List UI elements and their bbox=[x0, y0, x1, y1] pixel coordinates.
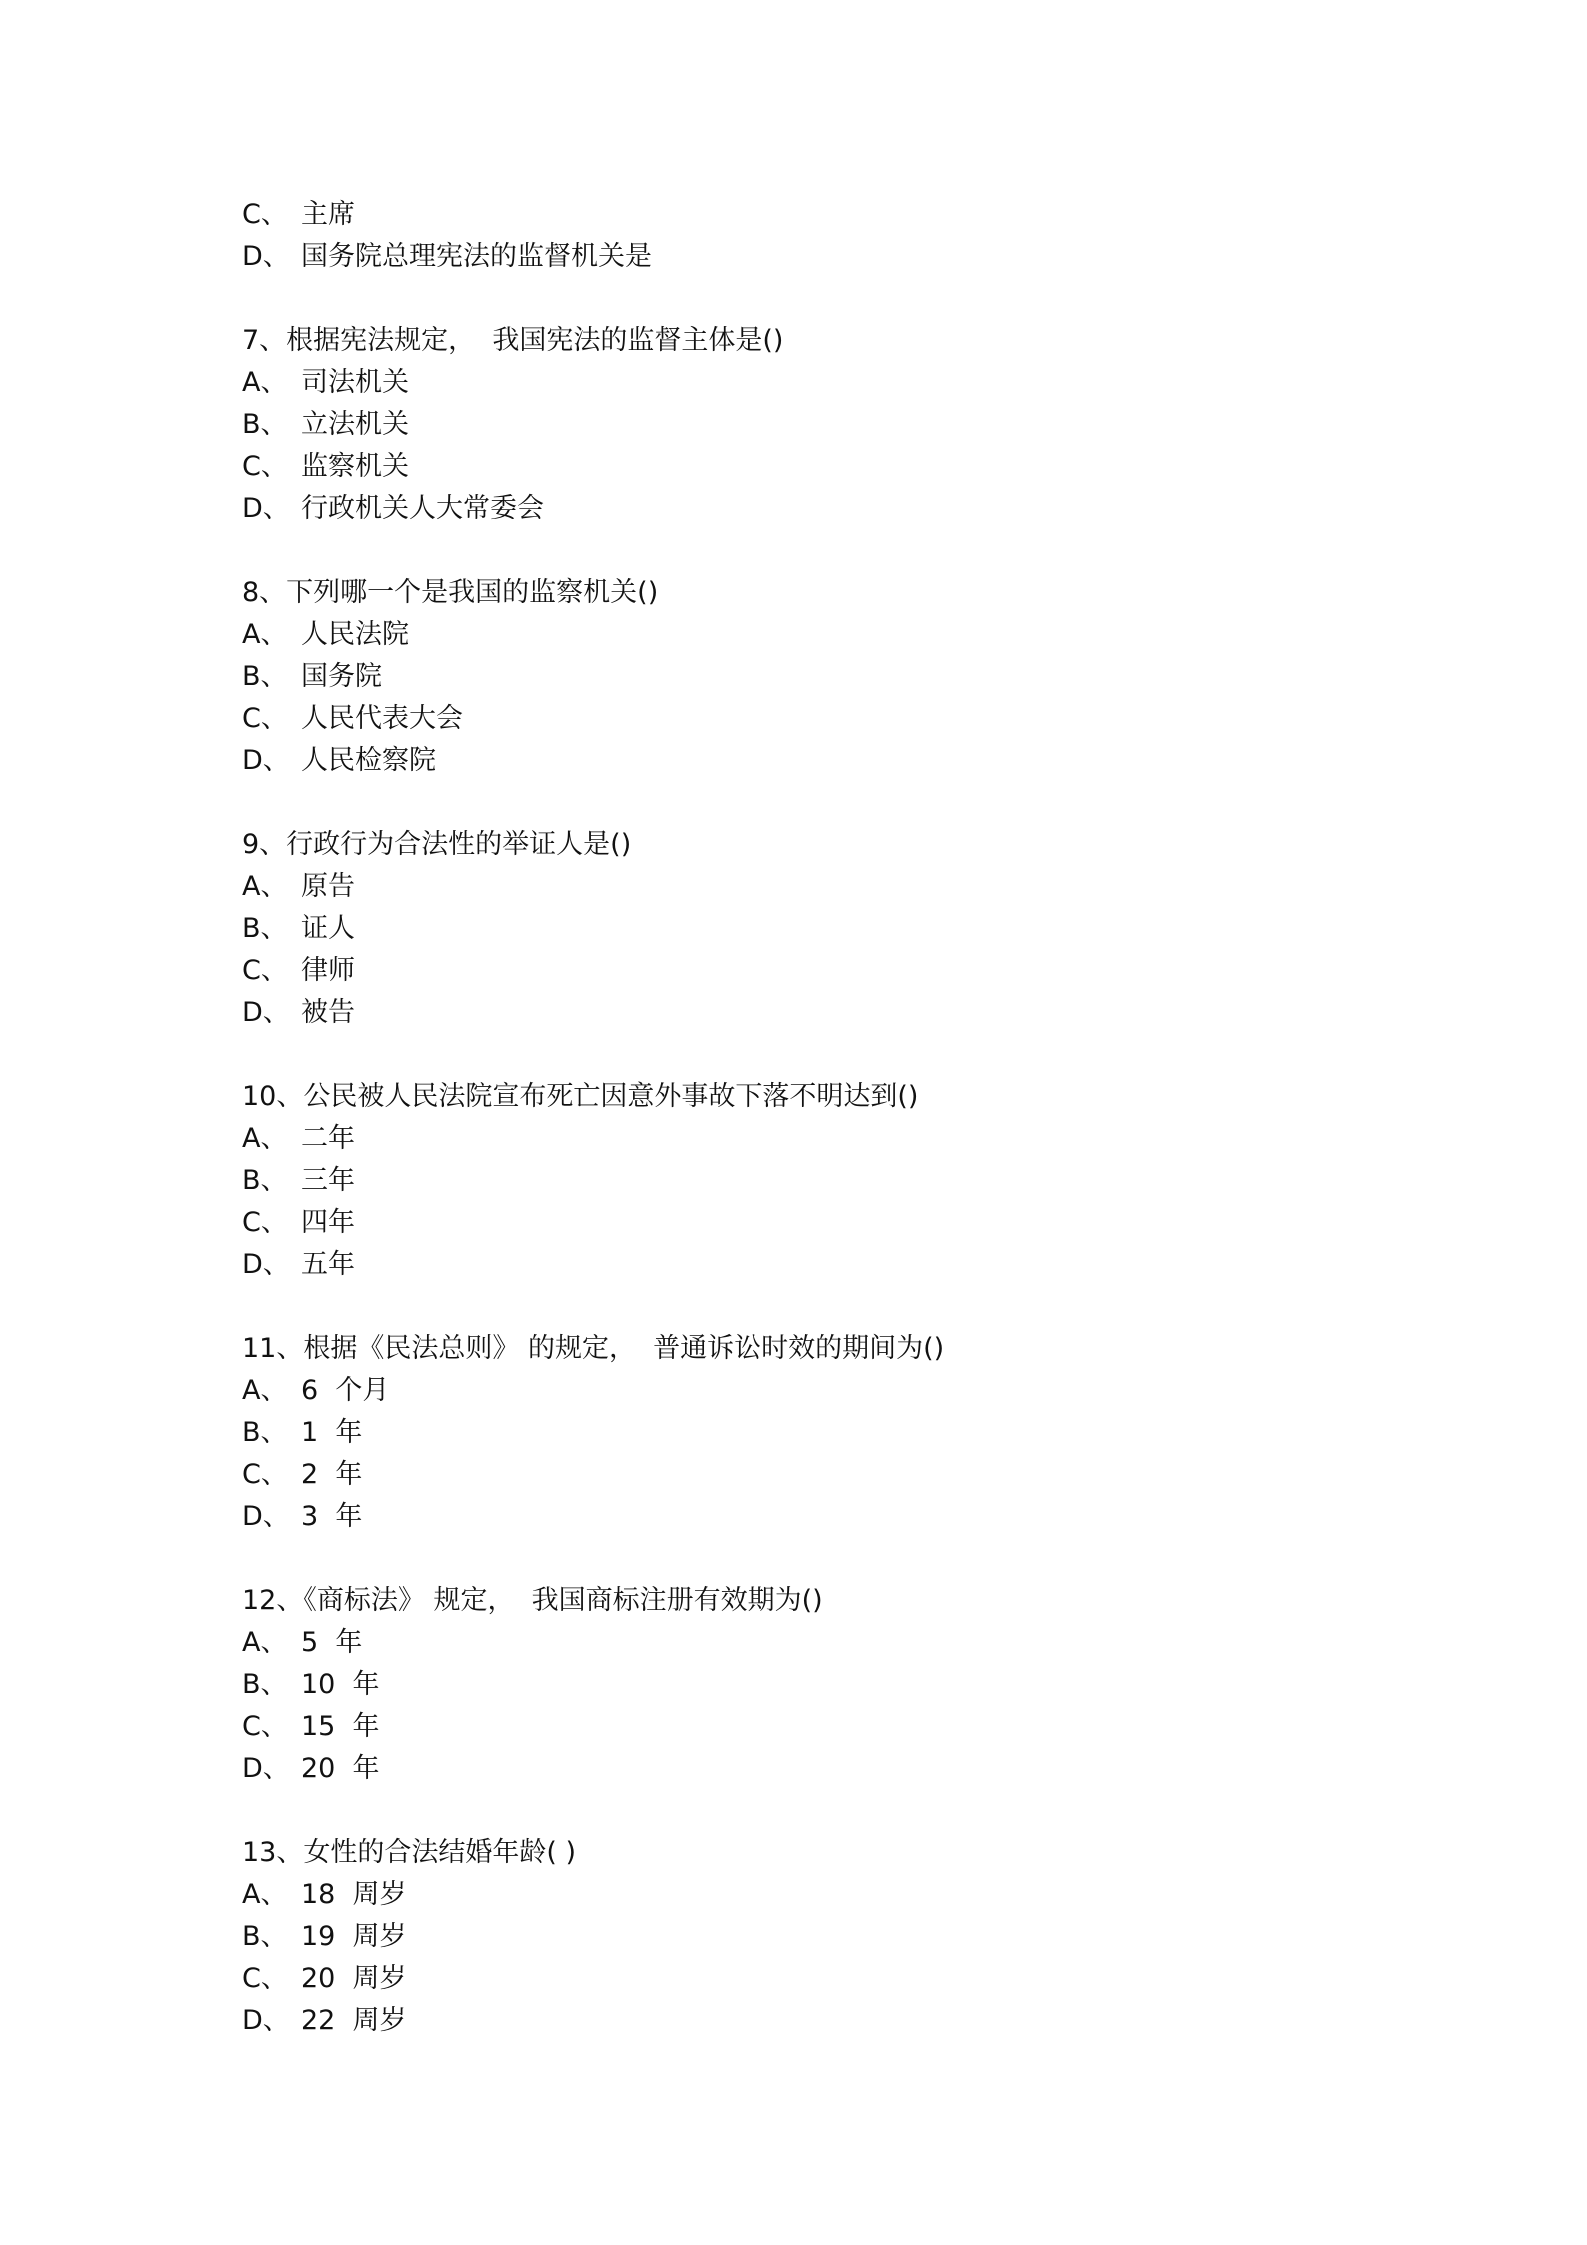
option-text: 18 周岁 bbox=[301, 1879, 407, 1910]
option-c bbox=[242, 1706, 1342, 1748]
option-text: 6 个月 bbox=[301, 1375, 390, 1406]
option-text: 2 年 bbox=[301, 1459, 363, 1490]
option-b bbox=[242, 1412, 1342, 1454]
option-letter: A、 bbox=[242, 619, 288, 650]
option-d bbox=[242, 2000, 1342, 2042]
option-b bbox=[242, 1916, 1342, 1958]
option-text: 被告 bbox=[301, 997, 355, 1028]
spacer bbox=[242, 278, 1342, 320]
option-b bbox=[242, 1664, 1342, 1706]
option-letter: C、 bbox=[242, 1459, 288, 1490]
option-letter: C、 bbox=[242, 703, 288, 734]
option-b bbox=[242, 656, 1342, 698]
option-letter: A、 bbox=[242, 1627, 288, 1658]
option-letter: A、 bbox=[242, 871, 288, 902]
option-text: 二年 bbox=[301, 1123, 355, 1154]
option-d bbox=[242, 488, 1342, 530]
option-text: 20 周岁 bbox=[301, 1963, 407, 1994]
question-stem: 13、女性的合法结婚年龄( ) bbox=[242, 1837, 577, 1868]
option-letter: B、 bbox=[242, 661, 288, 692]
option-letter: D、 bbox=[242, 745, 290, 776]
option-letter: A、 bbox=[242, 367, 288, 398]
option-letter: D、 bbox=[242, 1753, 290, 1784]
option-letter: C、 bbox=[242, 1207, 288, 1238]
option-letter: B、 bbox=[242, 1921, 288, 1952]
option-d bbox=[242, 1496, 1342, 1538]
option-letter: C、 bbox=[242, 1963, 288, 1994]
option-text: 10 年 bbox=[301, 1669, 380, 1700]
option-letter: D、 bbox=[242, 241, 290, 272]
option-c bbox=[242, 698, 1342, 740]
question-list bbox=[242, 194, 1342, 2042]
option-letter: B、 bbox=[242, 913, 288, 944]
spacer bbox=[242, 1538, 1342, 1580]
option-text: 三年 bbox=[301, 1165, 355, 1196]
option-letter: C、 bbox=[242, 955, 288, 986]
option-c bbox=[242, 1454, 1342, 1496]
option-text: 人民检察院 bbox=[301, 745, 436, 776]
option-text: 人民法院 bbox=[301, 619, 409, 650]
option-letter: D、 bbox=[242, 1501, 290, 1532]
option-text: 立法机关 bbox=[301, 409, 409, 440]
option-text: 15 年 bbox=[301, 1711, 380, 1742]
option-c bbox=[242, 1202, 1342, 1244]
option-letter: D、 bbox=[242, 1249, 290, 1280]
option-text: 1 年 bbox=[301, 1417, 363, 1448]
option-a bbox=[242, 1874, 1342, 1916]
option-text: 证人 bbox=[301, 913, 355, 944]
option-d bbox=[242, 740, 1342, 782]
spacer bbox=[242, 1034, 1342, 1076]
question-stem: 7、根据宪法规定， 我国宪法的监督主体是() bbox=[242, 325, 784, 356]
option-letter: B、 bbox=[242, 1417, 288, 1448]
option-text: 国务院 bbox=[301, 661, 382, 692]
option-c bbox=[242, 446, 1342, 488]
question-stem: 12、《商标法》 规定， 我国商标注册有效期为() bbox=[242, 1585, 823, 1616]
spacer bbox=[242, 782, 1342, 824]
option-a bbox=[242, 1370, 1342, 1412]
option-b bbox=[242, 1160, 1342, 1202]
option-text: 监察机关 bbox=[301, 451, 409, 482]
question-stem: 10、公民被人民法院宣布死亡因意外事故下落不明达到() bbox=[242, 1081, 919, 1112]
question-stem: 9、行政行为合法性的举证人是() bbox=[242, 829, 632, 860]
option-c bbox=[242, 950, 1342, 992]
option-text: 律师 bbox=[301, 955, 355, 986]
option-text: 22 周岁 bbox=[301, 2005, 407, 2036]
option-a bbox=[242, 866, 1342, 908]
option-letter: A、 bbox=[242, 1879, 288, 1910]
option-letter: B、 bbox=[242, 1669, 288, 1700]
option-letter: D、 bbox=[242, 2005, 290, 2036]
option-text: 19 周岁 bbox=[301, 1921, 407, 1952]
option-d bbox=[242, 992, 1342, 1034]
option-a bbox=[242, 362, 1342, 404]
option-text: 四年 bbox=[301, 1207, 355, 1238]
option-c bbox=[242, 1958, 1342, 2000]
option-letter: B、 bbox=[242, 409, 288, 440]
spacer bbox=[242, 530, 1342, 572]
spacer bbox=[242, 1286, 1342, 1328]
option-letter: A、 bbox=[242, 1375, 288, 1406]
option-letter: B、 bbox=[242, 1165, 288, 1196]
option-letter: C、 bbox=[242, 451, 288, 482]
option-text: 人民代表大会 bbox=[301, 703, 463, 734]
option-text: 3 年 bbox=[301, 1501, 363, 1532]
option-text: 主席 bbox=[301, 199, 355, 230]
option-a bbox=[242, 1118, 1342, 1160]
option-b bbox=[242, 404, 1342, 446]
option-text: 五年 bbox=[301, 1249, 355, 1280]
option-text: 5 年 bbox=[301, 1627, 363, 1658]
option-letter: D、 bbox=[242, 493, 290, 524]
option-letter: C、 bbox=[242, 1711, 288, 1742]
option-letter: A、 bbox=[242, 1123, 288, 1154]
option-text: 原告 bbox=[301, 871, 355, 902]
spacer bbox=[242, 1790, 1342, 1832]
option-a bbox=[242, 614, 1342, 656]
option-letter: C、 bbox=[242, 199, 288, 230]
question-stem: 11、根据《民法总则》 的规定， 普通诉讼时效的期间为() bbox=[242, 1333, 945, 1364]
option-c bbox=[242, 194, 1342, 236]
option-letter: D、 bbox=[242, 997, 290, 1028]
option-d bbox=[242, 236, 1342, 278]
option-b bbox=[242, 908, 1342, 950]
option-d bbox=[242, 1748, 1342, 1790]
option-text: 司法机关 bbox=[301, 367, 409, 398]
option-text: 国务院总理宪法的监督机关是 bbox=[301, 241, 652, 272]
option-text: 20 年 bbox=[301, 1753, 380, 1784]
option-d bbox=[242, 1244, 1342, 1286]
option-text: 行政机关人大常委会 bbox=[301, 493, 544, 524]
option-a bbox=[242, 1622, 1342, 1664]
question-stem: 8、下列哪一个是我国的监察机关() bbox=[242, 577, 659, 608]
